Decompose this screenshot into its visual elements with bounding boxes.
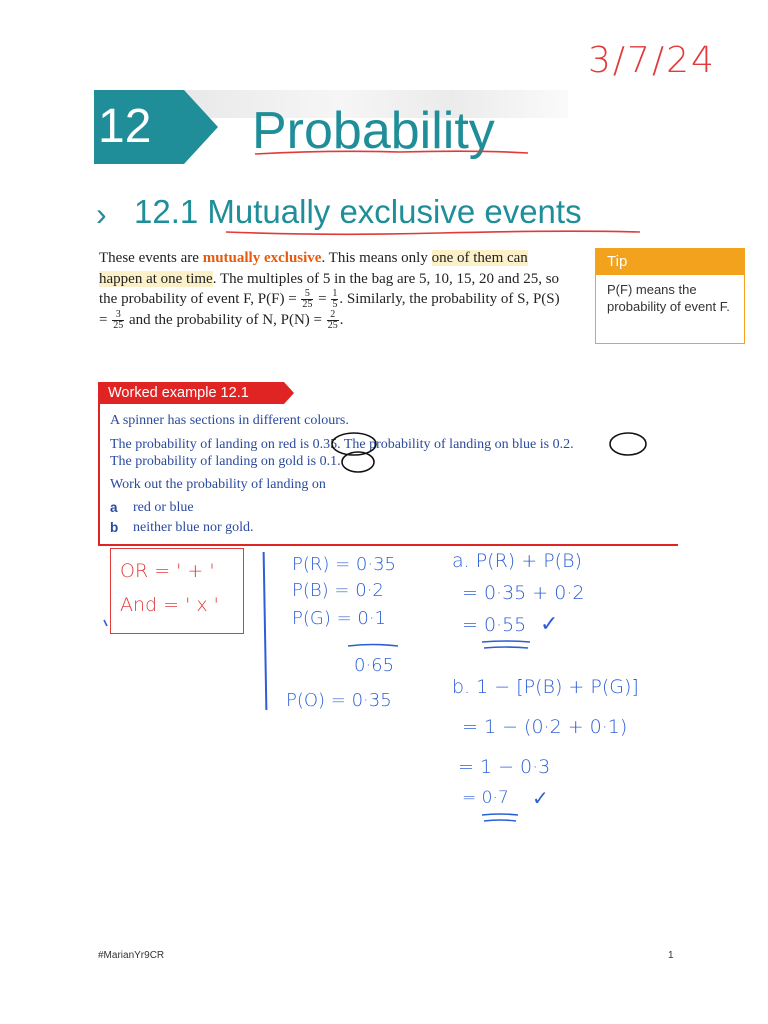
- handwritten-and-rule: And = ' x ': [120, 594, 219, 616]
- chapter-title: Probability: [252, 102, 495, 160]
- chapter-number: 12: [94, 90, 184, 164]
- handwritten-answer-a3: = 0·55: [462, 614, 527, 636]
- handwritten-sum: 0·65: [354, 655, 395, 676]
- worked-example-label: Worked example 12.1: [98, 382, 284, 404]
- handwritten-pr: P(R) = 0·35: [292, 554, 397, 575]
- check-icon: ✓: [540, 612, 559, 637]
- worked-example-line: Work out the probability of landing on: [110, 477, 326, 492]
- chevron-right-icon: ›: [96, 196, 107, 232]
- check-icon: ✓: [532, 786, 549, 810]
- handwritten-pg: P(G) = 0·1: [292, 608, 386, 629]
- handwritten-po: P(O) = 0·35: [286, 690, 392, 711]
- handwritten-answer-a1: a. P(R) + P(B): [452, 550, 582, 572]
- section-title: 12.1 Mutually exclusive events: [134, 193, 582, 230]
- page-number: 1: [668, 950, 674, 961]
- question-text: neither blue nor gold.: [133, 520, 254, 535]
- answer-underline: [482, 641, 530, 648]
- answer-underline: [482, 814, 518, 821]
- handwritten-answer-b1: b. 1 − [P(B) + P(G)]: [452, 676, 639, 698]
- key-term: mutually exclusive: [202, 250, 322, 266]
- tip-body: P(F) means the probability of event F.: [607, 282, 730, 314]
- circle-annotation: [610, 433, 646, 455]
- worked-example-line: A spinner has sections in different colours.: [110, 413, 349, 428]
- title-underline: [255, 151, 528, 154]
- handwritten-answer-b3: = 1 − 0·3: [458, 756, 551, 778]
- footer-tag: #MarianYr9CR: [98, 950, 165, 961]
- fraction: $\frac{5}{25}$: [302, 288, 313, 311]
- worked-example-line: The probability of landing on red is 0.35. The probability of landing on blue is 0.2.: [110, 437, 574, 452]
- handwritten-answer-a2: = 0·35 + 0·2: [462, 582, 585, 604]
- handwritten-or-rule: OR = ' + ': [120, 560, 215, 582]
- highlighted-text: one of them can happen at one time: [99, 250, 528, 287]
- question-text: red or blue: [133, 500, 194, 515]
- handwritten-answer-b4: = 0·7: [462, 788, 509, 808]
- section-underline: [226, 231, 640, 234]
- question-letter: a: [110, 500, 118, 515]
- handwritten-date: 3/7/24: [588, 40, 716, 81]
- sum-line: [348, 645, 398, 647]
- fraction: $\frac{1}{5}$: [332, 288, 338, 311]
- fraction: $\frac{3}{25}$: [113, 309, 124, 332]
- fraction: $\frac{2}{25}$: [327, 309, 338, 332]
- handwritten-pb: P(B) = 0·2: [292, 580, 384, 601]
- handwritten-answer-b2: = 1 − (0·2 + 0·1): [462, 716, 628, 738]
- worked-example-line: The probability of landing on gold is 0.1.: [110, 454, 341, 469]
- question-letter: b: [110, 520, 119, 535]
- intro-paragraph: These events are mutually exclusive. This means only one of them can happen at one time. The multiples of 5 in the bag are 5, 10, 15, 20 and 25, so the probability of event F, P(F) = $\frac{5}{25}$ = $\frac{1}{5}$ . Similarly, the probability of S, P(S) = $\frac{3}{25}$ and the probability of N, P(N) = $\frac{2}{25}$ .: [99, 250, 560, 332]
- tip-heading: Tip: [596, 249, 744, 275]
